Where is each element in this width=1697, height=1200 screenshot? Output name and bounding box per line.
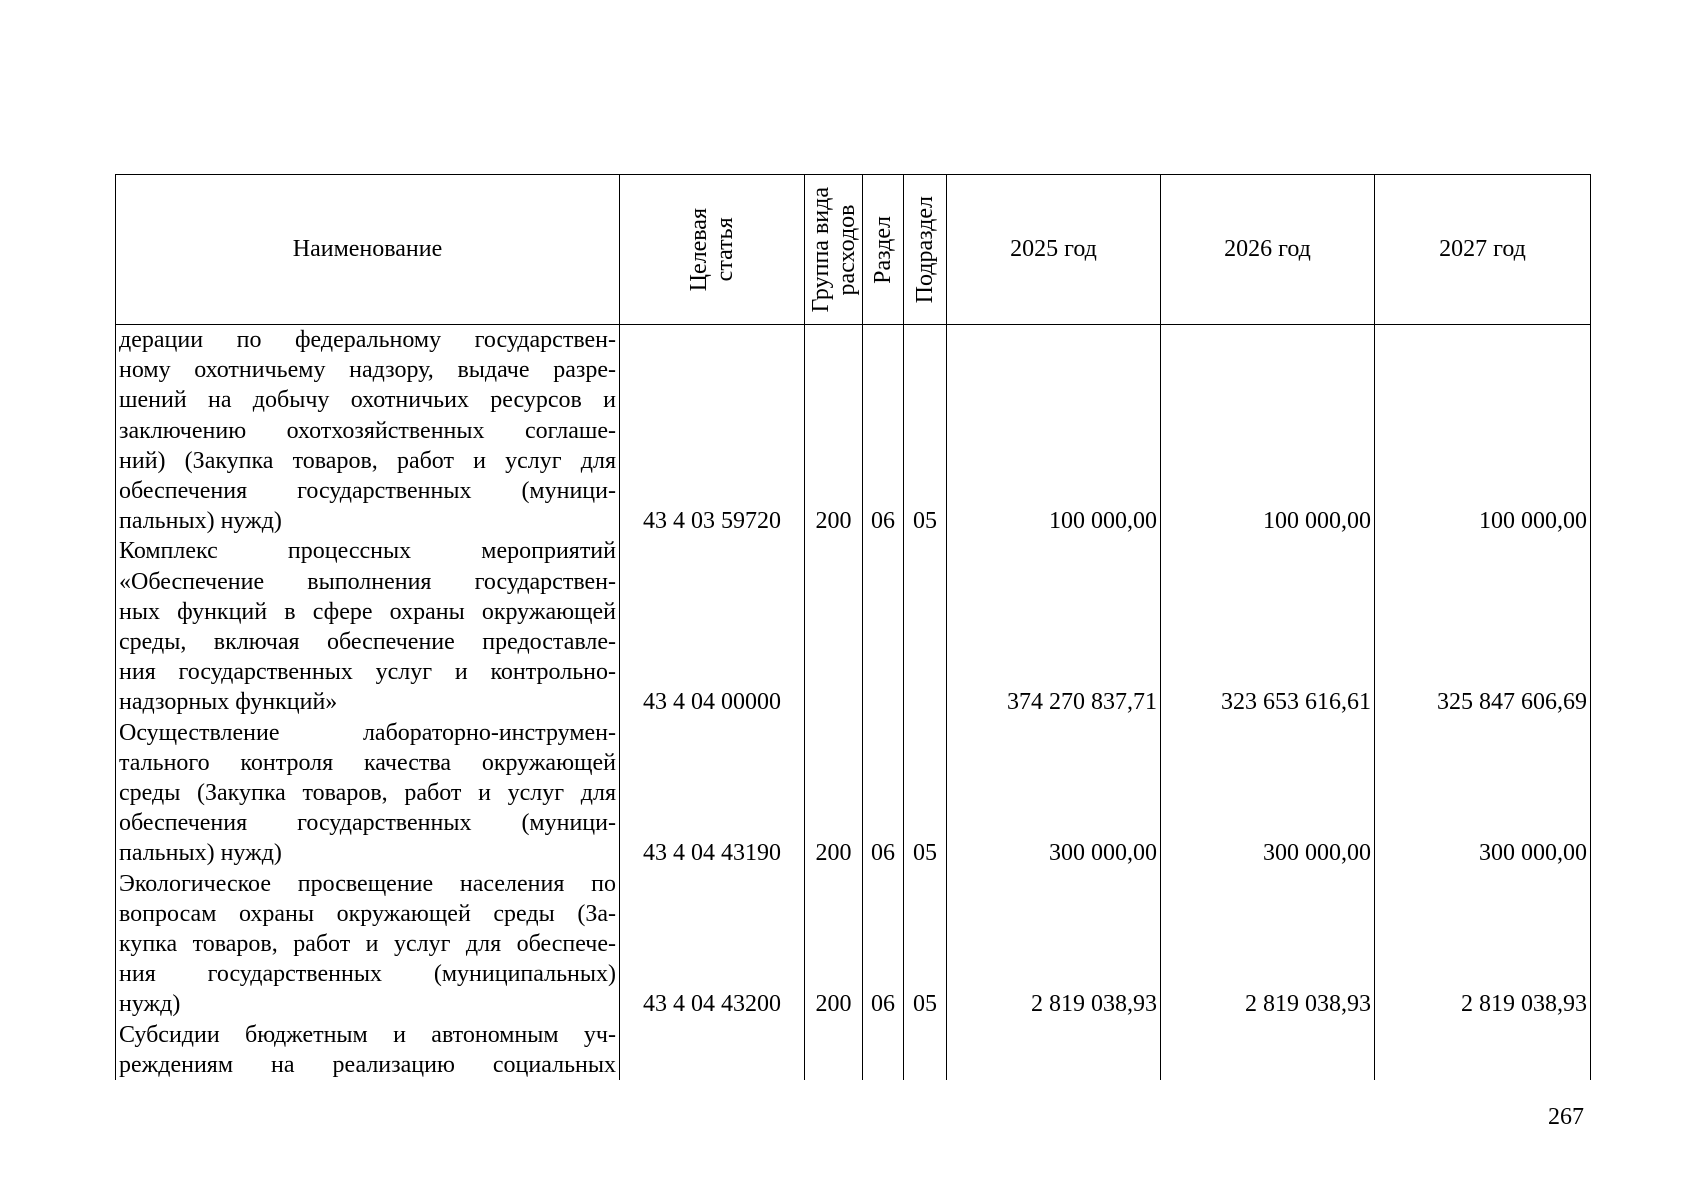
cell-amount-2027: 300 000,00 <box>1375 718 1591 869</box>
budget-table <box>115 174 1591 1080</box>
cell-name-line: вопросам охраны окружающей среды (За- <box>119 900 616 927</box>
cell-amount-2025: 2 819 038,93 <box>947 869 1161 1020</box>
cell-section: 06 <box>863 325 904 537</box>
cell-name-line: ния государственных (муниципальных) <box>119 961 616 988</box>
cell-subsection: 05 <box>904 325 947 537</box>
cell-amount-2027 <box>1375 1020 1591 1080</box>
header-target-article: Целевая статья <box>620 175 805 325</box>
cell-amount-2026: 100 000,00 <box>1161 325 1375 537</box>
cell-subsection <box>904 536 947 717</box>
cell-name-line: Экологическое просвещение населения по <box>119 870 616 897</box>
cell-amount-2026: 2 819 038,93 <box>1161 869 1375 1020</box>
cell-name-line: тального контроля качества окружающей <box>119 749 616 776</box>
header-2027: 2027 год <box>1375 175 1591 325</box>
cell-amount-2025: 100 000,00 <box>947 325 1161 537</box>
cell-name-line: Комплекс процессных мероприятий <box>119 538 616 565</box>
cell-name-line: обеспечения государственных (муници- <box>119 810 616 837</box>
cell-name-line: ных функций в сфере охраны окружающей <box>119 598 616 625</box>
cell-name-line: среды (Закупка товаров, работ и услуг для <box>119 780 616 807</box>
cell-name-line: пальных) нужд) <box>119 840 282 867</box>
cell-expense-group <box>805 1020 863 1080</box>
cell-section: 06 <box>863 869 904 1020</box>
cell-expense-group: 200 <box>805 325 863 537</box>
cell-subsection: 05 <box>904 869 947 1020</box>
cell-target-article: 43 4 04 43190 <box>620 718 805 869</box>
cell-subsection <box>904 1020 947 1080</box>
header-name: Наименование <box>116 175 620 325</box>
cell-name <box>116 718 620 869</box>
cell-name-line: пальных) нужд) <box>119 508 282 535</box>
cell-name-line: нужд) <box>119 991 181 1018</box>
cell-name <box>116 869 620 1020</box>
header-section: Раздел <box>863 175 904 325</box>
cell-name-line: «Обеспечение выполнения государствен- <box>119 568 616 595</box>
header-subsection: Подраздел <box>904 175 947 325</box>
cell-amount-2027: 325 847 606,69 <box>1375 536 1591 717</box>
cell-name-line: Субсидии бюджетным и автономным уч- <box>119 1021 616 1048</box>
cell-name-line: Осуществление лабораторно-инструмен- <box>119 719 616 746</box>
table-row <box>116 325 1591 537</box>
table-row <box>116 536 1591 717</box>
cell-section <box>863 1020 904 1080</box>
cell-target-article: 43 4 04 43200 <box>620 869 805 1020</box>
cell-name-line: заключению охотхозяйственных соглаше- <box>119 417 616 444</box>
cell-amount-2026: 300 000,00 <box>1161 718 1375 869</box>
table-row <box>116 869 1591 1020</box>
cell-name-line: купка товаров, работ и услуг для обеспече- <box>119 931 616 958</box>
table-row <box>116 718 1591 869</box>
table-header <box>116 175 1591 325</box>
cell-target-article: 43 4 04 00000 <box>620 536 805 717</box>
cell-name-line: дерации по федеральному государствен- <box>119 327 616 353</box>
cell-name-line: ному охотничьему надзору, выдаче разре- <box>119 357 616 384</box>
cell-expense-group: 200 <box>805 869 863 1020</box>
cell-name <box>116 1020 620 1080</box>
cell-target-article: 43 4 03 59720 <box>620 325 805 537</box>
cell-name-line: среды, включая обеспечение предоставле- <box>119 629 616 656</box>
table-body <box>116 325 1591 1081</box>
cell-section <box>863 536 904 717</box>
cell-name-line: надзорных функций» <box>119 689 338 716</box>
cell-expense-group <box>805 536 863 717</box>
cell-amount-2026 <box>1161 1020 1375 1080</box>
cell-amount-2027: 100 000,00 <box>1375 325 1591 537</box>
cell-amount-2025: 300 000,00 <box>947 718 1161 869</box>
cell-name-line: ний) (Закупка товаров, работ и услуг для <box>119 447 616 474</box>
cell-name-line: обеспечения государственных (муници- <box>119 478 616 505</box>
cell-name-line: шений на добычу охотничьих ресурсов и <box>119 387 616 414</box>
cell-name-line: ния государственных услуг и контрольно- <box>119 659 616 686</box>
cell-amount-2025 <box>947 1020 1161 1080</box>
header-2025: 2025 год <box>947 175 1161 325</box>
cell-target-article <box>620 1020 805 1080</box>
cell-amount-2026: 323 653 616,61 <box>1161 536 1375 717</box>
cell-name <box>116 536 620 717</box>
cell-name <box>116 325 620 537</box>
cell-subsection: 05 <box>904 718 947 869</box>
cell-amount-2027: 2 819 038,93 <box>1375 869 1591 1020</box>
cell-section: 06 <box>863 718 904 869</box>
header-expense-group: Группа вида расходов <box>805 175 863 325</box>
cell-name-line: реждениям на реализацию социальных <box>119 1051 616 1078</box>
header-2026: 2026 год <box>1161 175 1375 325</box>
page-number: 267 <box>1548 1104 1584 1130</box>
table-row <box>116 1020 1591 1080</box>
cell-expense-group: 200 <box>805 718 863 869</box>
cell-amount-2025: 374 270 837,71 <box>947 536 1161 717</box>
